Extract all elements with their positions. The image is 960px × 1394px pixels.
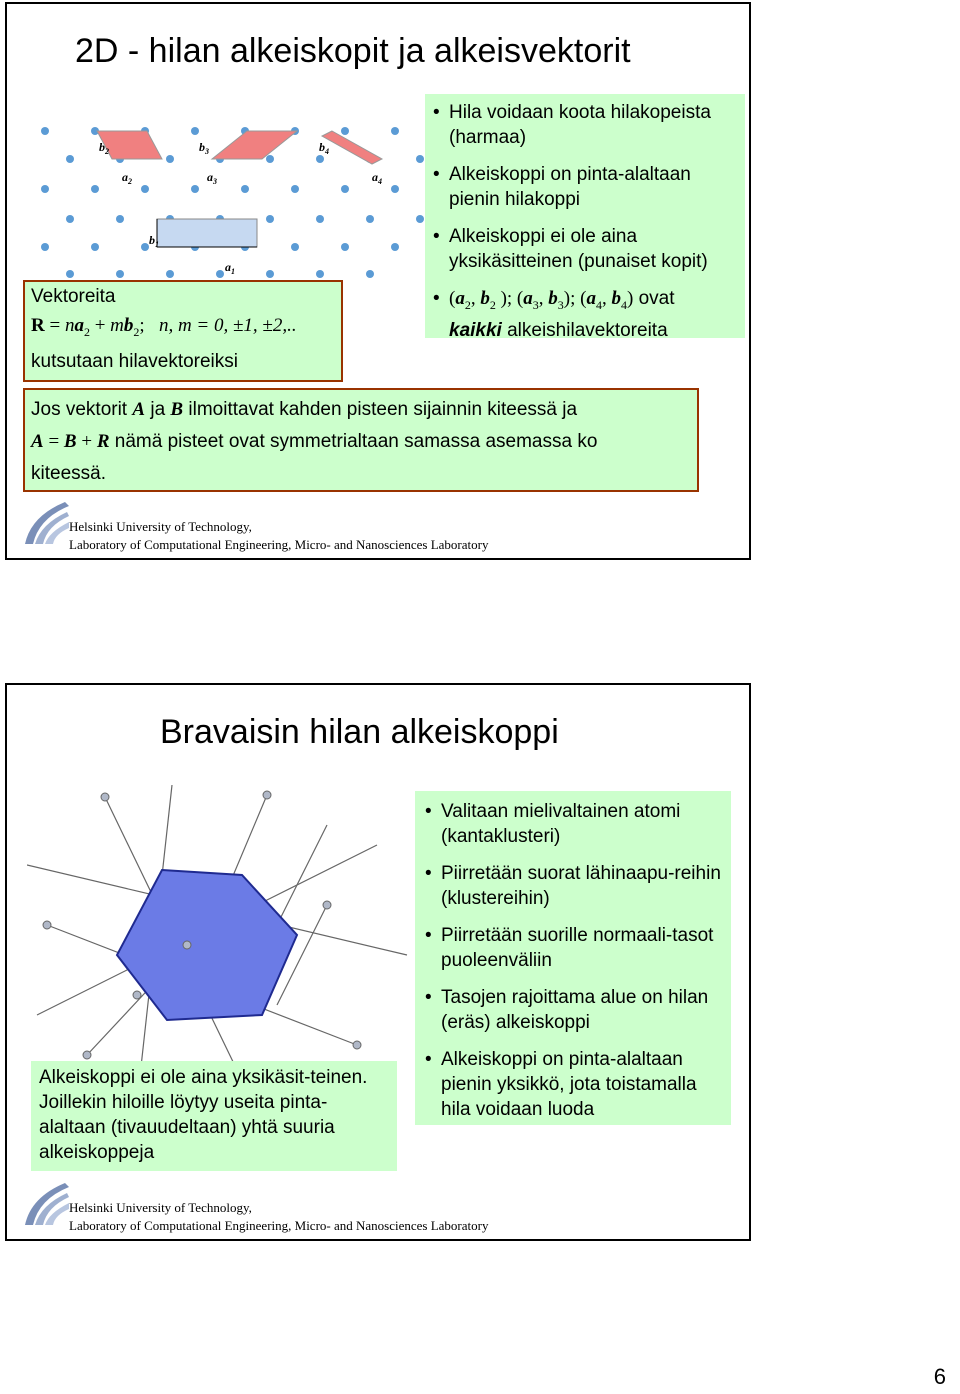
- slide-2: [5, 683, 751, 1241]
- label-a1: $a_1$: [225, 260, 235, 276]
- atom: [83, 1051, 91, 1059]
- jos-line-3: kiteessä.: [31, 463, 106, 484]
- slide-1: [5, 2, 751, 560]
- procedure-bullet-3: • Piirretään suorille normaali-tasot puoleenväliin: [423, 923, 723, 973]
- lattice-vector-formula: $R = na_2 + mb_2$; n, m = 0, ±1, ±2,..: [31, 315, 297, 339]
- vectors-footer: kutsutaan hilavektoreiksi: [31, 350, 238, 372]
- vectors-box: [23, 280, 343, 382]
- bullet-4-rest: alkeishilavektoreita: [507, 319, 668, 341]
- wigner-seitz-figure: [27, 785, 417, 1085]
- label-b1: $b_1$: [149, 233, 159, 249]
- bullet-2: • Alkeiskoppi on pinta-alaltaan pienin hilakoppi: [431, 162, 739, 212]
- note-box: Alkeiskoppi ei ole aina yksikäsit-teinen. Joillekin hiloille löytyy useita pinta-alaltaan (tivauudeltaan) yhtä suuria alkeiskoppeja: [31, 1061, 397, 1171]
- footer-line-2: Laboratory of Computational Engineering, Micro- and Nanosciences Laboratory: [69, 537, 489, 552]
- atom: [101, 793, 109, 801]
- atom: [183, 941, 191, 949]
- atom: [133, 991, 141, 999]
- jos-line-1-post: ilmoittavat kahden pisteen sijainnin kiteessä ja: [188, 399, 578, 420]
- grey-cell: [157, 219, 257, 247]
- bullet-1: • Hila voidaan koota hilakopeista (harmaa): [431, 100, 739, 150]
- jos-line-1-mid: ja: [150, 399, 166, 420]
- slide-2-title: Bravaisin hilan alkeiskoppi: [160, 713, 559, 751]
- label-b3: $b_3$: [199, 140, 209, 156]
- atom: [323, 901, 331, 909]
- red-cell-4: [322, 131, 382, 164]
- red-cell-3: [212, 131, 297, 159]
- procedure-box: [415, 791, 731, 1125]
- jos-line-1: Jos vektorit A ja B ilmoittavat kahden pisteen sijainnin kiteessä ja: [31, 399, 578, 420]
- atom: [43, 921, 51, 929]
- procedure-bullet-1: • Valitaan mielivaltainen atomi (kantaklusteri): [423, 799, 723, 849]
- jos-line-2-post: nämä pisteet ovat symmetrialtaan samassa asemassa ko: [114, 431, 598, 452]
- lattice-figure: [27, 119, 427, 284]
- bullet-4: • ($a_2$, $b_2$ ); ($a_3$, $b_3$); ($a_4$, $b_4$) ovat kaikki alkeishilavektoreita: [431, 286, 739, 343]
- label-a4: $a_4$: [372, 170, 382, 186]
- university-logo: [21, 1179, 73, 1229]
- footer-line-1: Helsinki University of Technology,: [69, 1200, 252, 1215]
- slide-1-title: 2D - hilan alkeiskopit ja alkeisvektorit: [75, 32, 631, 70]
- footer-line-2: Laboratory of Computational Engineering, Micro- and Nanosciences Laboratory: [69, 1218, 489, 1233]
- bullet-4-tail: ovat: [638, 288, 675, 309]
- procedure-bullet-4: • Tasojen rajoittama alue on hilan (eräs) alkeiskoppi: [423, 985, 723, 1035]
- atom: [263, 791, 271, 799]
- label-b4: $b_4$: [319, 140, 329, 156]
- bullet-3: • Alkeiskoppi ei ole aina yksikäsitteinen (punaiset kopit): [431, 224, 739, 274]
- page-number: 6: [933, 1364, 946, 1389]
- atom: [353, 1041, 361, 1049]
- footer-line-1: Helsinki University of Technology,: [69, 519, 252, 534]
- jos-line-1-pre: Jos vektorit: [31, 399, 128, 420]
- label-b2: $b_2$: [99, 140, 109, 156]
- label-a2: $a_2$: [122, 170, 132, 186]
- label-a3: $a_3$: [207, 170, 217, 186]
- procedure-bullet-2: • Piirretään suorat lähinaapu-reihin (klustereihin): [423, 861, 723, 911]
- university-logo: [21, 498, 73, 548]
- properties-box: [425, 94, 745, 341]
- jos-line-2: A = B + R nämä pisteet ovat symmetrialtaan samassa asemassa ko: [31, 431, 598, 452]
- jos-box: [23, 388, 699, 492]
- vectors-heading: Vektoreita: [31, 286, 116, 307]
- formula-range: n, m = 0, ±1, ±2,..: [158, 315, 297, 336]
- procedure-bullet-5: • Alkeiskoppi on pinta-alaltaan pienin yksikkö, jota toistamalla hila voidaan luoda: [423, 1047, 723, 1122]
- bullet-4-bold: kaikki: [449, 319, 502, 341]
